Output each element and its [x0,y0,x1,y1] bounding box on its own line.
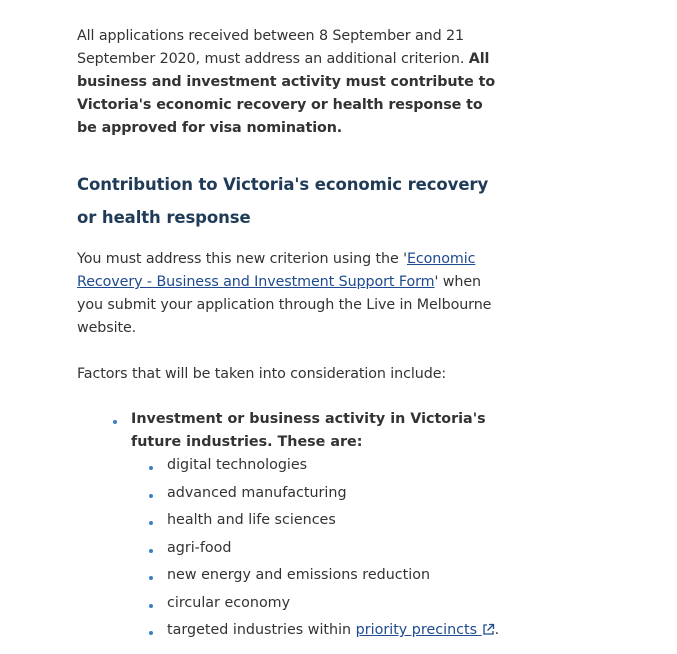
economic-recovery-form-link[interactable]: Economic Recovery - Business and Investment Support Form [77,251,476,290]
list-item [149,509,507,532]
external-link-icon [482,621,495,644]
intro-paragraph [77,25,507,140]
bullet-icon [149,631,153,635]
factors-list [113,408,507,644]
intro-text: All applications received between 8 September and 21 September 2020, must address an additional criterion. [77,28,465,67]
industry-label: advanced manufacturing [167,484,347,501]
industries-list [149,454,507,644]
bullet-icon [149,549,153,553]
industry-label: circular economy [167,594,291,611]
priority-precincts-link[interactable] [356,622,495,638]
industry-label-suffix: . [494,622,500,638]
bullet-icon [149,521,153,525]
industry-label-prefix: targeted industries within [167,622,356,638]
list-item [149,564,507,587]
list-item [149,619,507,644]
priority-precincts-link-text: priority precincts [355,622,478,638]
list-item [113,408,507,644]
list-item [149,592,507,615]
industry-label: health and life sciences [167,512,336,528]
main-content [77,25,507,649]
industry-label: digital technologies [167,457,308,473]
bullet-icon [113,420,117,424]
bullet-icon [149,604,153,608]
factors-intro: Factors that will be taken into consideration include: [77,366,447,382]
criterion-paragraph [77,248,507,340]
industry-label: new energy and emissions reduction [167,567,431,583]
criterion-text-after: ' when you submit your application through the Live in Melbourne website. [77,274,492,336]
industry-label: agri-food [167,539,232,556]
criterion-text-before: You must address this new criterion using the ' [77,251,407,267]
list-item [149,482,507,505]
bullet-icon [149,494,153,498]
bullet-icon [149,576,153,580]
section-heading: Contribution to Victoria's economic recovery or health response [77,175,489,227]
bullet-icon [149,466,153,470]
list-item [149,454,507,477]
factor-label: Investment or business activity in Victoria's future industries. These are: [131,411,486,450]
list-item [149,537,507,560]
intro-bold-text: All business and investment activity must contribute to Victoria's economic recovery or health response to be approved for visa nomination. [77,51,496,136]
